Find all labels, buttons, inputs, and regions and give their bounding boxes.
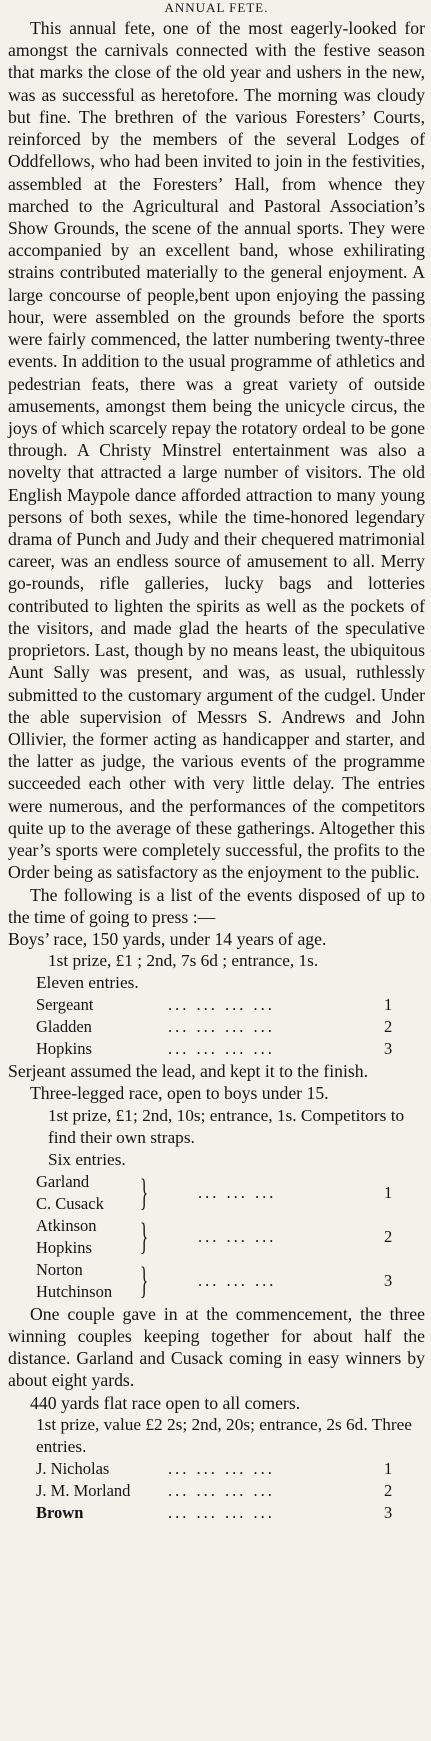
placing: 2 xyxy=(384,1226,393,1246)
result-row xyxy=(8,1038,425,1060)
competitor-name: Hutchinson xyxy=(36,1281,113,1301)
article-body: This annual fete, one of the most eagerly-looked for amongst the carnivals connected with the festive season that marks the close of the old year and ushers in the new, was as successful as heretofore. The morning was cloudy but fine. The brethren of the various Foresters’ Courts, reinforced by the members of the several Lodges of Oddfellows, who had been invited to join in the festivities, assembled at the Foresters’ Hall, from whence they marched to the Agricultural and Pastoral Association’s Show Grounds, the scene of the annual sports. They were accompanied by an excellent band, whose exhilirating strains contributed materially to the general enjoyment. A large concourse of people,bent upon enjoying the passing hour, were assembled on the grounds before the sports were fairly commenced, the latter numbering twenty-three events. In addition to the usual programme of athletics and pedestrian feats, there was a great variety of outside amusements, amongst them being the unicycle circus, the joys of which scarcely repay the rotatory ordeal to be gone through. A Christy Minstrel entertainment was also a novelty that attracted a large number of visitors. The old English Maypole dance afforded attraction to many young persons of both sexes, while the time-honored legendary drama of Punch and Judy and their chequered matrimonial career, was an endless source of amusement to all. Merry go-rounds, rifle galleries, lucky bags and lotteries contributed to lighten the spirits as well as the pockets of the visitors, and made glad the hearts of the speculative proprietors. Last, though by no means least, the ubiquitous Aunt Sally was present, and was, as usual, ruthlessly submitted to the customary argument of the cudgel. Under the able supervision of Messrs S. Andrews and John Ollivier, the former acting as handicapper and starter, and the latter as judge, the various events of the programme succeeded each other with very little delay. The entries were numerous, and the performances of the competitors quite up to the average of these gatherings. Altogether this year’s sports were completely successful, the profits to the Order being as satisfactory as the enjoyment to the public. xyxy=(8,18,425,883)
events-intro: The following is a list of the events disposed of up to the time of going to press :— xyxy=(8,884,425,927)
leader-dots: ... ... ... xyxy=(198,1182,277,1202)
leader-dots: ... ... ... ... xyxy=(168,1458,275,1478)
event-entries: Eleven entries. xyxy=(36,973,139,993)
event-boys-race xyxy=(8,928,425,1082)
competitor-name: Hopkins xyxy=(36,1039,92,1059)
placing: 2 xyxy=(384,1017,393,1037)
competitor-name: Hopkins xyxy=(36,1237,92,1257)
placing: 3 xyxy=(384,1502,393,1522)
event-note: Serjeant assumed the lead, and kept it to the finish. xyxy=(8,1061,369,1082)
competitor-name: J. Nicholas xyxy=(36,1458,110,1478)
leader-dots: ... ... ... xyxy=(198,1270,277,1290)
event-three-legged-race xyxy=(8,1082,425,1391)
result-pair xyxy=(8,1259,425,1303)
competitor-name: C. Cusack xyxy=(36,1193,104,1213)
event-note: One couple gave in at the commencement, the three winning couples keeping together for about half the distance. Garland and Cusack coming in easy winners by about eight yards. xyxy=(8,1303,425,1391)
placing: 2 xyxy=(384,1480,393,1500)
leader-dots: ... ... ... ... xyxy=(168,1017,275,1037)
result-pair xyxy=(8,1171,425,1215)
competitor-name: Garland xyxy=(36,1171,90,1191)
result-row xyxy=(8,1502,425,1524)
leader-dots: ... ... ... ... xyxy=(168,995,275,1015)
placing: 3 xyxy=(384,1039,393,1059)
placing: 3 xyxy=(384,1270,393,1290)
leader-dots: ... ... ... ... xyxy=(168,1502,275,1522)
pair-brace: } xyxy=(140,1171,149,1214)
placing: 1 xyxy=(384,1182,393,1202)
article-heading: ANNUAL FETE. xyxy=(164,0,269,15)
event-440-yards-race xyxy=(8,1392,425,1524)
event-title: Three-legged race, open to boys under 15. xyxy=(30,1083,329,1104)
result-pair xyxy=(8,1215,425,1259)
event-title: Boys’ race, 150 yards, under 14 years of age. xyxy=(8,928,327,949)
competitor-name: Atkinson xyxy=(36,1215,97,1235)
result-row xyxy=(8,994,425,1016)
event-entries: Six entries. xyxy=(48,1149,126,1169)
leader-dots: ... ... ... ... xyxy=(168,1480,275,1500)
competitor-name: Sergeant xyxy=(36,995,94,1015)
result-row xyxy=(8,1480,425,1502)
result-row xyxy=(8,1016,425,1038)
event-prize: 1st prize, £1; 2nd, 10s; entrance, 1s. Competitors to find their own straps. xyxy=(48,1105,405,1147)
competitor-name: Gladden xyxy=(36,1017,92,1037)
leader-dots: ... ... ... xyxy=(198,1226,277,1246)
placing: 1 xyxy=(384,1458,393,1478)
leader-dots: ... ... ... ... xyxy=(168,1039,275,1059)
newspaper-column xyxy=(0,1,431,1741)
pair-brace: } xyxy=(140,1215,149,1258)
placing: 1 xyxy=(384,995,393,1015)
event-prize: 1st prize, value £2 2s; 2nd, 20s; entrance, 2s 6d. Three entries. xyxy=(36,1414,412,1456)
pair-brace: } xyxy=(140,1259,149,1302)
competitor-name: Norton xyxy=(36,1259,83,1279)
competitor-name: J. M. Morland xyxy=(36,1480,131,1500)
result-row xyxy=(8,1458,425,1480)
competitor-name: Brown xyxy=(36,1502,84,1522)
event-title: 440 yards flat race open to all comers. xyxy=(30,1392,301,1413)
event-prize: 1st prize, £1 ; 2nd, 7s 6d ; entrance, 1s. xyxy=(48,951,319,971)
